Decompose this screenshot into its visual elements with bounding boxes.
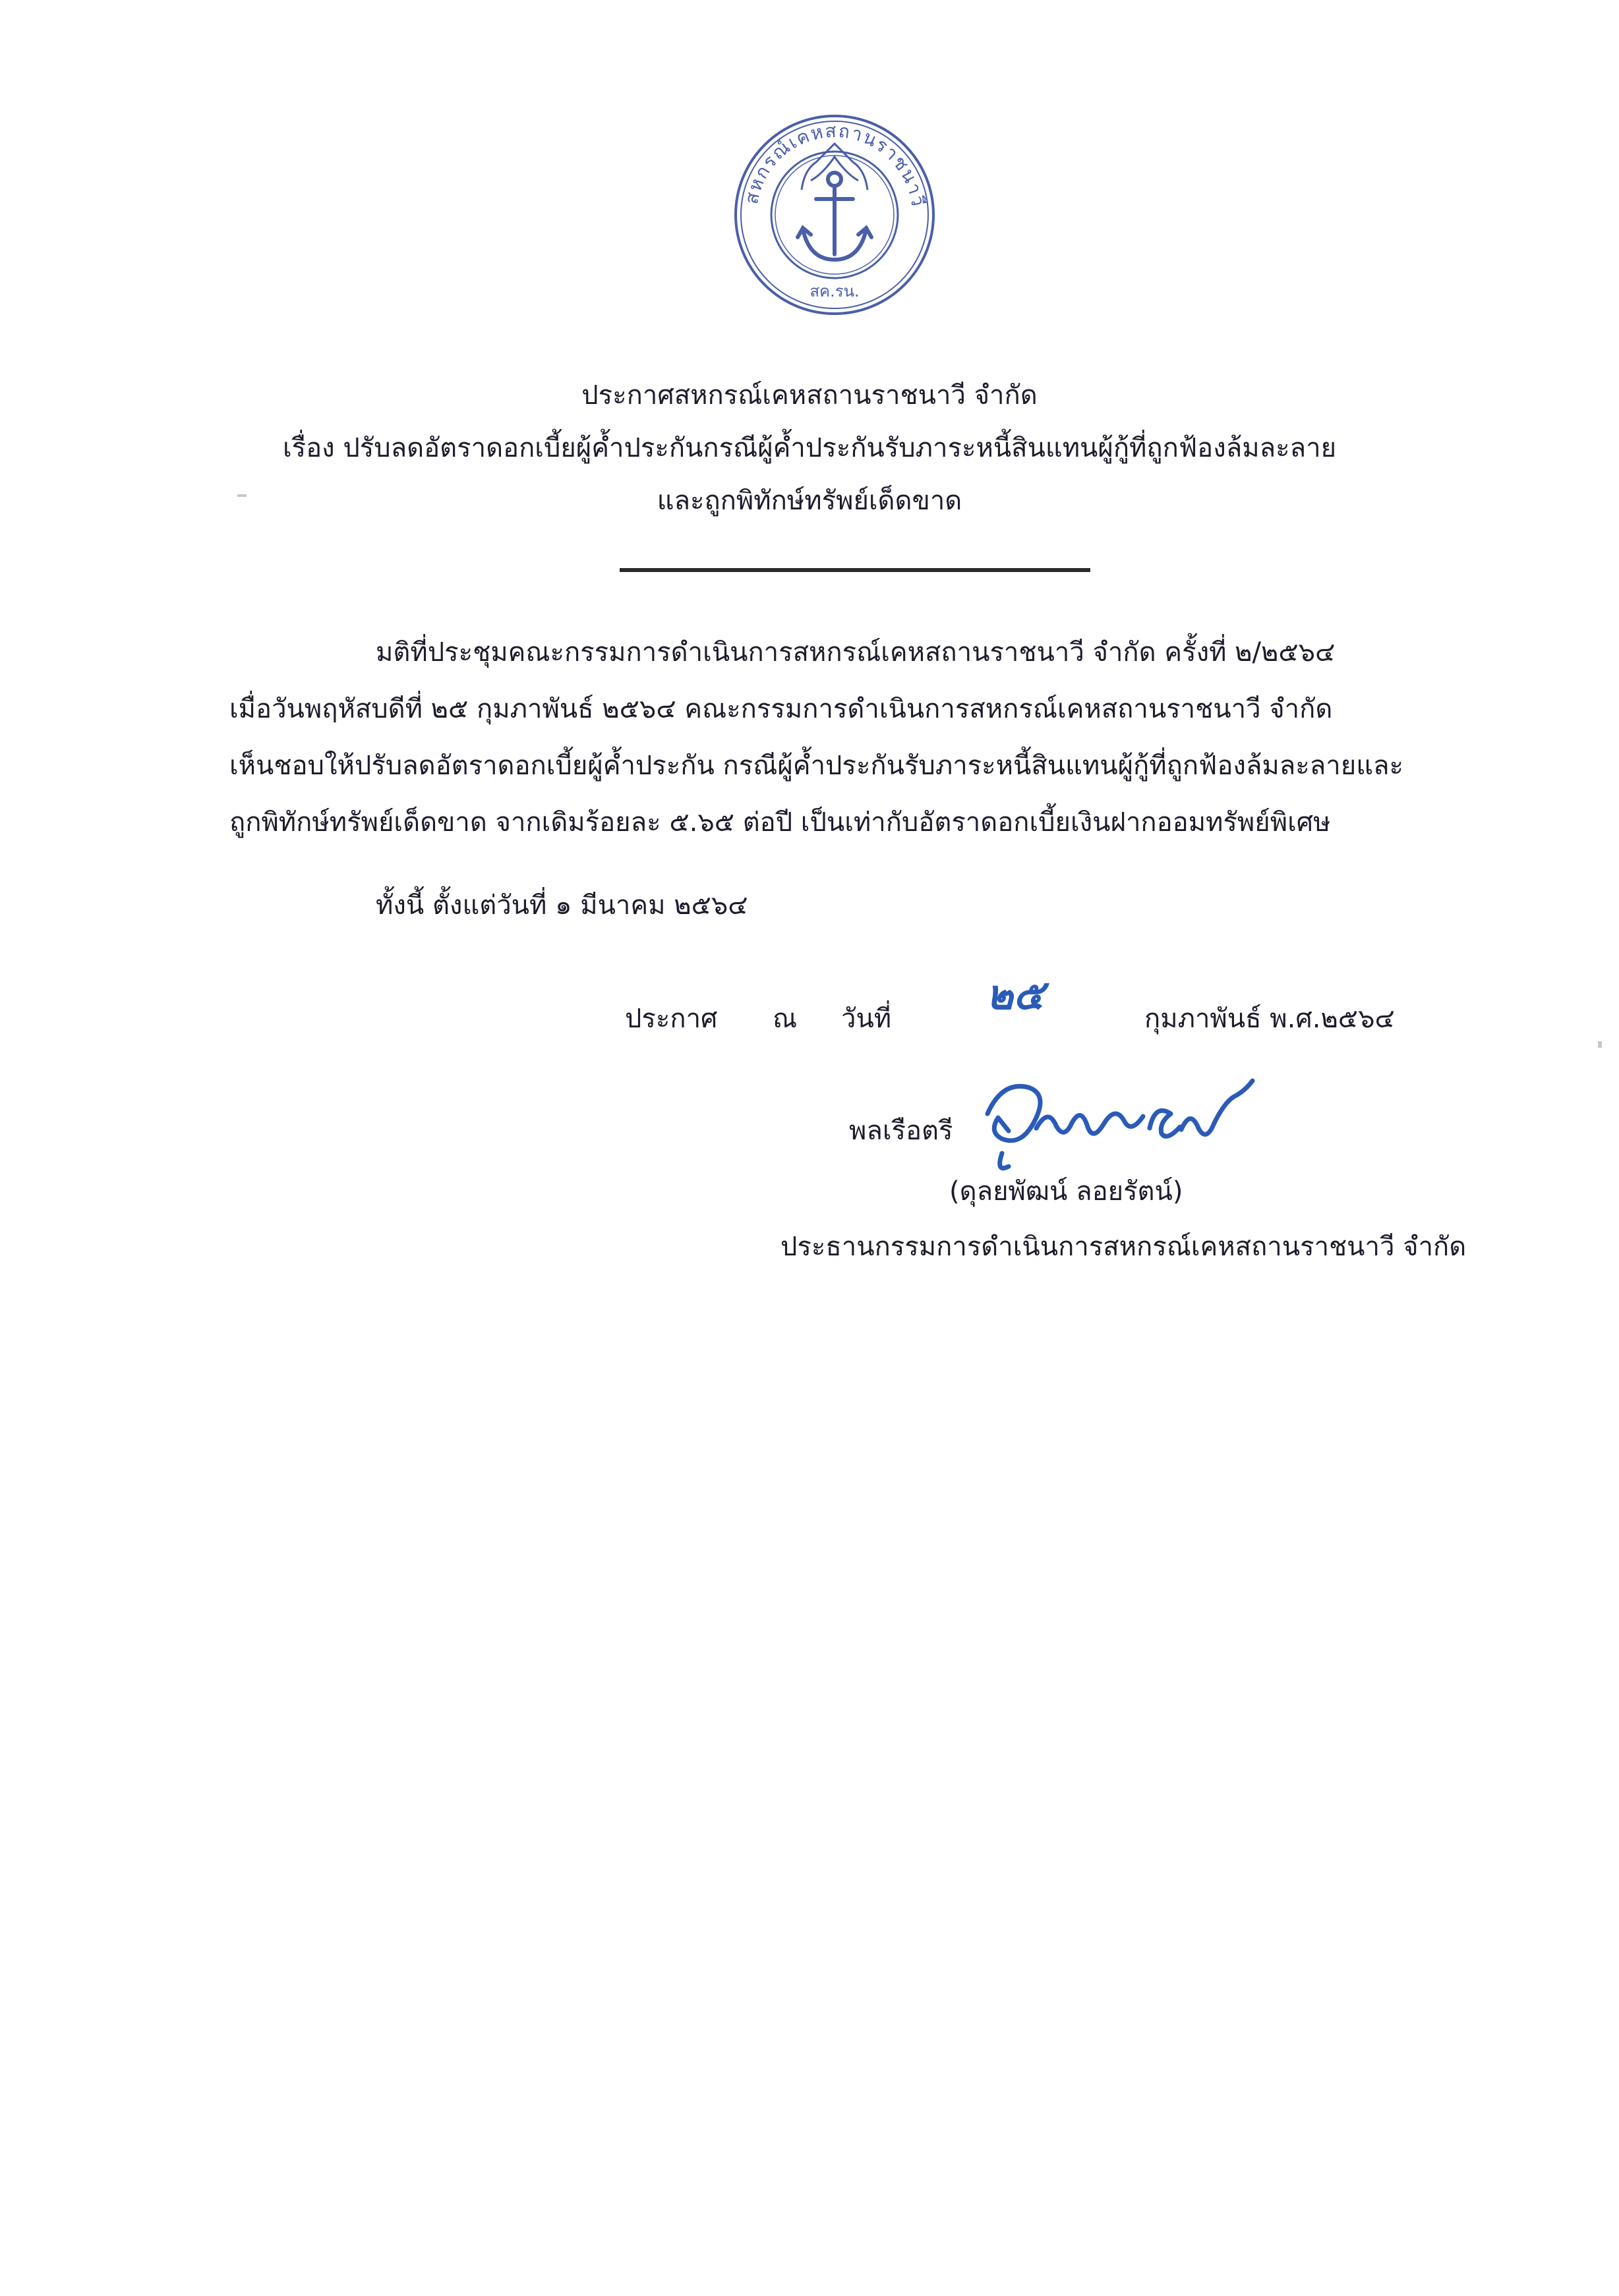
announce-month-year: กุมภาพันธ์ พ.ศ.๒๕๖๔ [1144,1004,1395,1034]
announcement-title: ประกาศสหกรณ์เคหสถานราชนาวี จำกัด [581,380,1038,411]
title-divider [620,568,1090,572]
cooperative-seal [730,111,939,319]
announce-at: ณ [773,1004,798,1034]
subject-line-1: เรื่อง ปรับลดอัตราดอกเบี้ยผู้ค้ำประกันกรณีผู้ค้ำประกันรับภาระหนี้สินแทนผู้กู้ที่ถูกฟ้องล้มละลาย [282,433,1337,463]
body-paragraph-line-3: เห็นชอบให้ปรับลดอัตราดอกเบี้ยผู้ค้ำประกัน กรณีผู้ค้ำประกันรับภาระหนี้สินแทนผู้กู้ที่ถูกฟ้องล้มละลายและ [229,751,1403,781]
announce-prefix: ประกาศ [625,1004,718,1034]
seal-ring-text: สหกรณ์เคหสถานราชนาวี [740,119,929,210]
signer-rank: พลเรือตรี [849,1116,953,1146]
signer-position: ประธานกรรมการดำเนินการสหกรณ์เคหสถานราชนาวี จำกัด [780,1232,1467,1262]
body-paragraph-line-2: เมื่อวันพฤหัสบดีที่ ๒๕ กุมภาพันธ์ ๒๕๖๔ คณะกรรมการดำเนินการสหกรณ์เคหสถานราชนาวี จำกัด [229,694,1333,724]
scan-speck [1598,1041,1602,1048]
subject-line-2: และถูกพิทักษ์ทรัพย์เด็ดขาด [657,486,962,516]
seal-bottom-text: สค.รน. [810,282,860,301]
body-paragraph-line-4: ถูกพิทักษ์ทรัพย์เด็ดขาด จากเดิมร้อยละ ๕.๖๕ ต่อปี เป็นเท่ากับอัตราดอกเบี้ยเงินฝากออมทรัพย์พิเศษ [229,807,1331,838]
scan-speck [237,494,247,497]
handwritten-day: ๒๕ [986,971,1044,1019]
announce-day-label: วันที่ [841,1004,892,1034]
body-paragraph-line-1: มติที่ประชุมคณะกรรมการดำเนินการสหกรณ์เคหสถานราชนาวี จำกัด ครั้งที่ ๒/๒๕๖๔ [376,637,1336,668]
signer-name: (ดุลยพัฒน์ ลอยรัตน์) [949,1176,1183,1207]
effective-date-line: ทั้งนี้ ตั้งแต่วันที่ ๑ มีนาคม ๒๕๖๔ [376,890,748,921]
